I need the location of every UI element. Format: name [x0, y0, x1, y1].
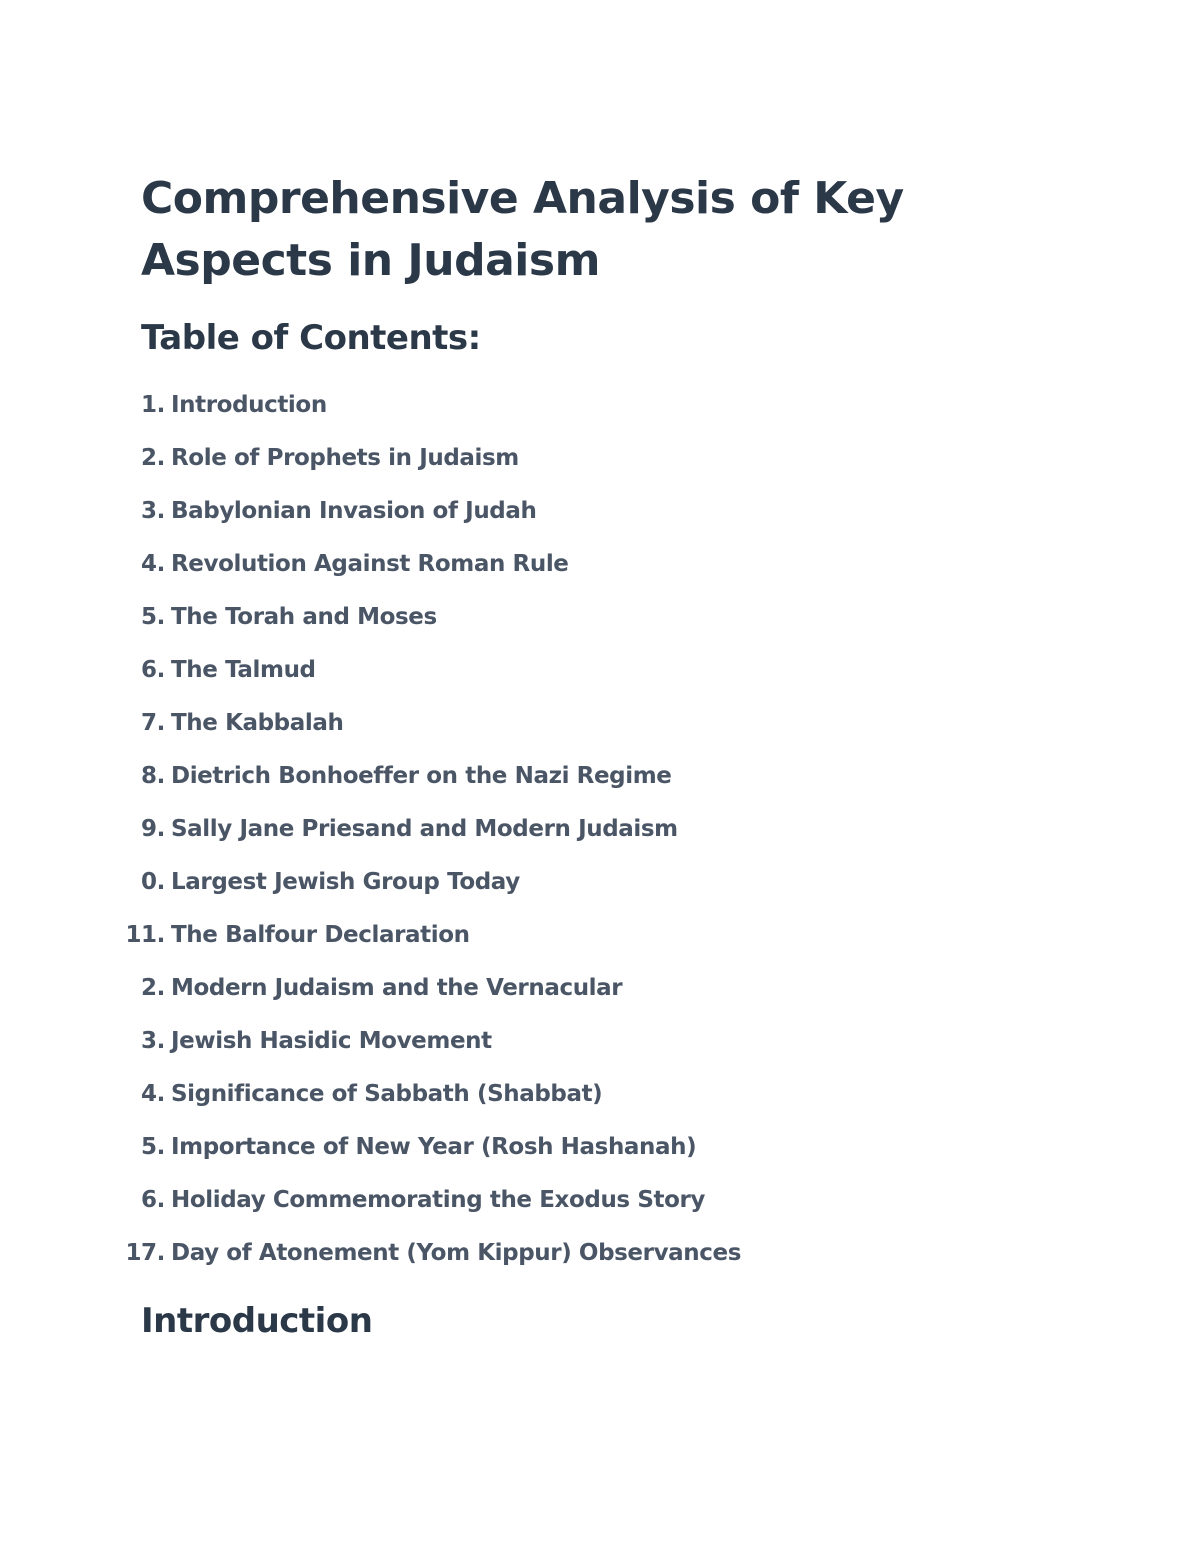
toc-item-label: Role of Prophets in Judaism [171, 445, 519, 471]
toc-item-number: 0. [141, 869, 165, 895]
toc-item-number: 8. [141, 763, 165, 789]
toc-item-number: 2. [141, 445, 165, 471]
toc-item-label: Sally Jane Priesand and Modern Judaism [171, 816, 678, 842]
table-of-contents [0, 390, 1200, 1291]
toc-item [0, 973, 1200, 1026]
toc-heading: Table of Contents: [141, 318, 481, 358]
toc-item [0, 1185, 1200, 1238]
toc-item-number: 6. [141, 1187, 165, 1213]
toc-item-label: The Talmud [171, 657, 316, 683]
toc-item-number: 3. [141, 1028, 165, 1054]
toc-item-label: Jewish Hasidic Movement [171, 1028, 492, 1054]
toc-item-label: Revolution Against Roman Rule [171, 551, 569, 577]
toc-item [0, 708, 1200, 761]
toc-item-number: 2. [141, 975, 165, 1001]
toc-item [0, 602, 1200, 655]
toc-item-number: 5. [141, 1134, 165, 1160]
toc-item-label: Importance of New Year (Rosh Hashanah) [171, 1134, 697, 1160]
toc-item [0, 655, 1200, 708]
toc-item-label: The Kabbalah [171, 710, 344, 736]
toc-item-number: 4. [141, 1081, 165, 1107]
toc-item [0, 496, 1200, 549]
toc-item-number: 6. [141, 657, 165, 683]
toc-item [0, 1079, 1200, 1132]
toc-item-label: Significance of Sabbath (Shabbat) [171, 1081, 603, 1107]
toc-item [0, 1026, 1200, 1079]
toc-item-number: 11. [125, 922, 165, 948]
document-title: Comprehensive Analysis of Key Aspects in Judaism [141, 173, 904, 286]
section-heading-introduction: Introduction [141, 1301, 373, 1341]
toc-item [0, 814, 1200, 867]
toc-item-label: Modern Judaism and the Vernacular [171, 975, 623, 1001]
toc-item [0, 867, 1200, 920]
toc-item [0, 761, 1200, 814]
toc-item-label: Dietrich Bonhoeffer on the Nazi Regime [171, 763, 672, 789]
toc-item-number: 5. [141, 604, 165, 630]
toc-item-label: The Torah and Moses [171, 604, 437, 630]
toc-item-label: Introduction [171, 392, 327, 418]
toc-item-label: Holiday Commemorating the Exodus Story [171, 1187, 706, 1213]
toc-item-number: 3. [141, 498, 165, 524]
toc-item [0, 1132, 1200, 1185]
toc-item-label: Babylonian Invasion of Judah [171, 498, 537, 524]
toc-item-number: 1. [141, 392, 165, 418]
toc-item-label: Day of Atonement (Yom Kippur) Observances [171, 1240, 741, 1266]
toc-item-number: 9. [141, 816, 165, 842]
toc-item-number: 17. [125, 1240, 165, 1266]
toc-item-number: 7. [141, 710, 165, 736]
toc-item [0, 1238, 1200, 1291]
toc-item-number: 4. [141, 551, 165, 577]
toc-item [0, 443, 1200, 496]
toc-item [0, 390, 1200, 443]
toc-item [0, 920, 1200, 973]
toc-item-label: The Balfour Declaration [171, 922, 470, 948]
toc-item [0, 549, 1200, 602]
toc-item-label: Largest Jewish Group Today [171, 869, 520, 895]
